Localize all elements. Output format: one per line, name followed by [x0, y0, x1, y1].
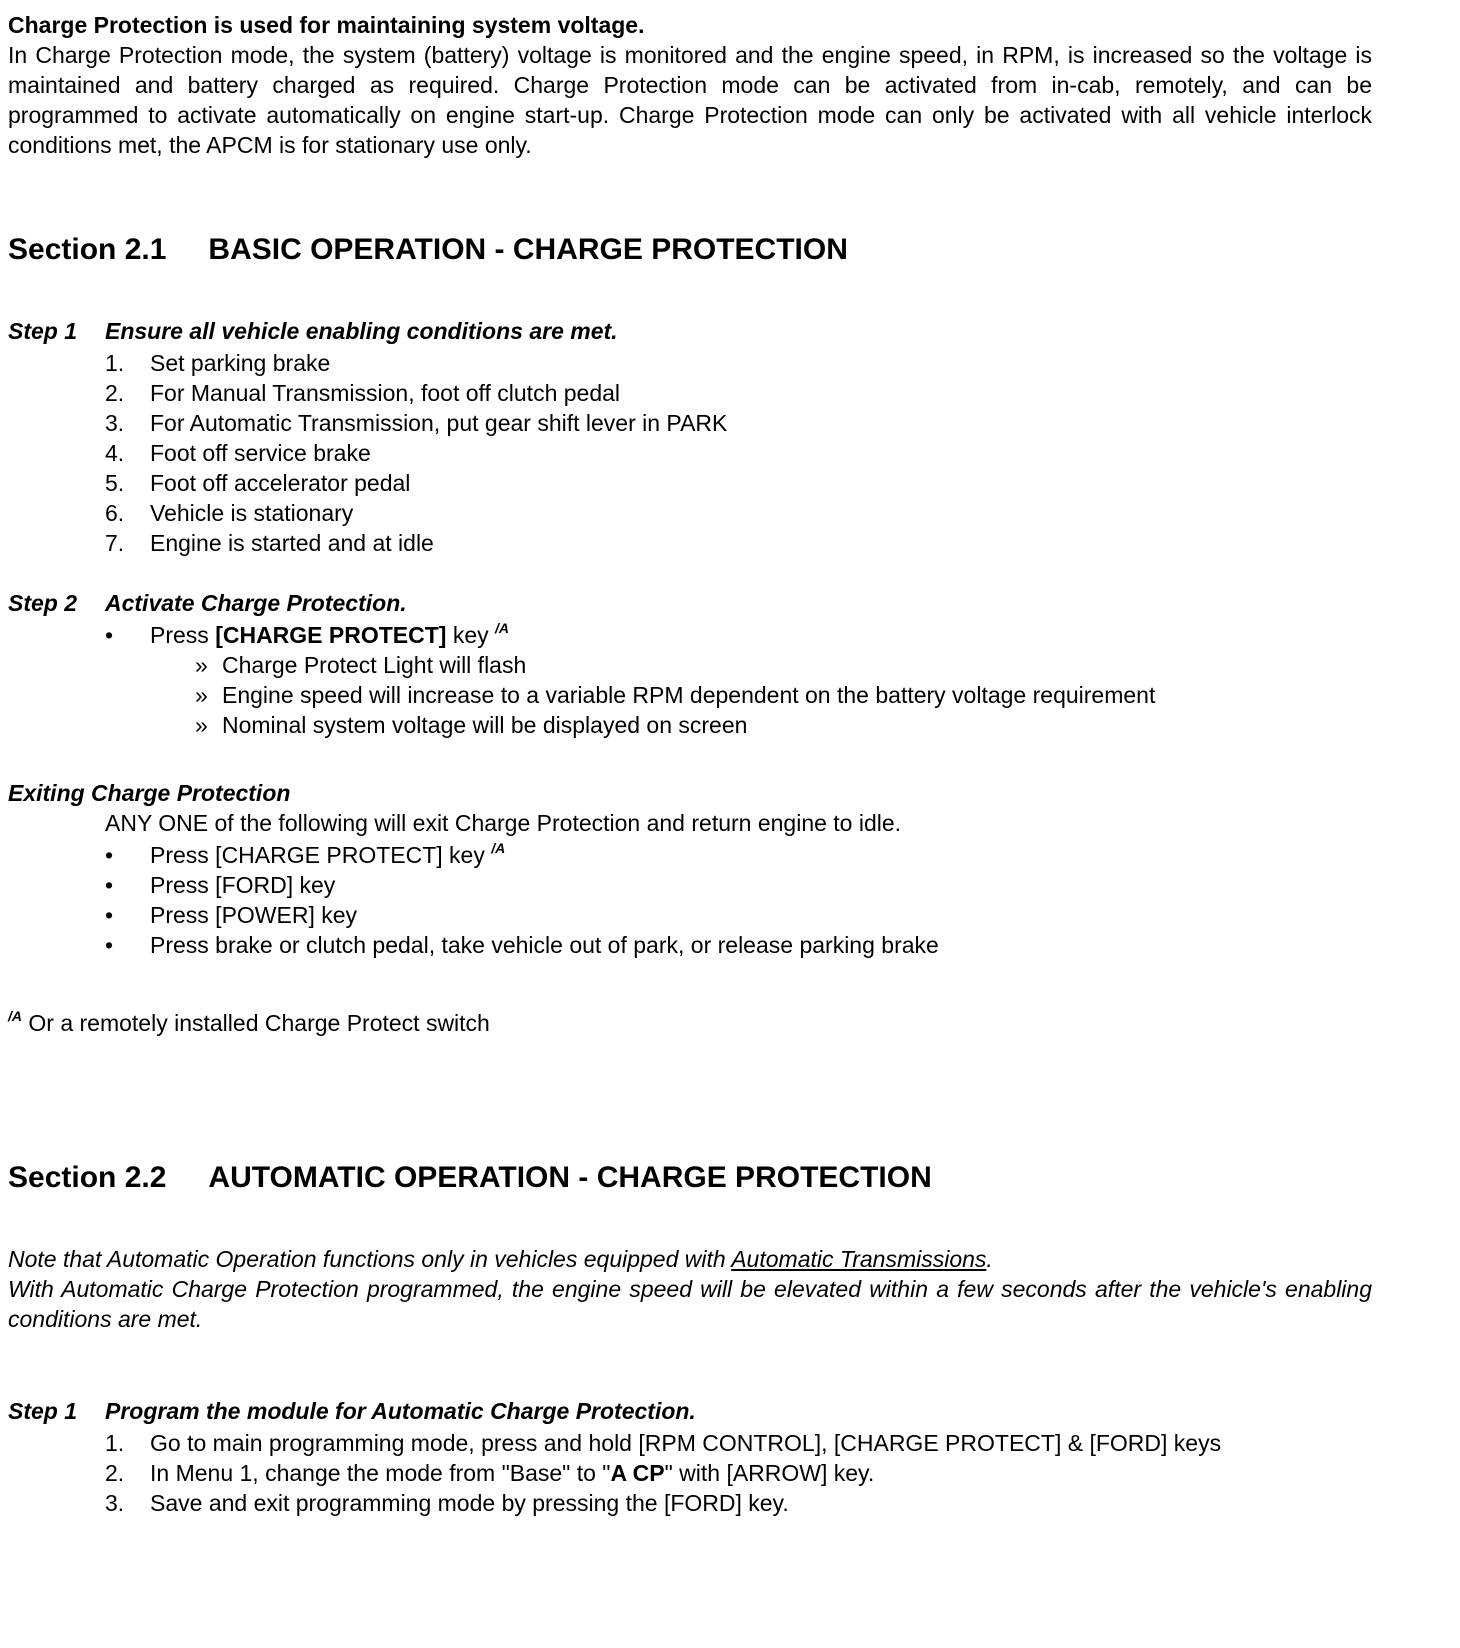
- list-item-text: Press [FORD] key: [150, 872, 336, 898]
- list-item: [105, 870, 1372, 900]
- sub-list-item-text: Charge Protect Light will flash: [222, 652, 527, 678]
- section-2-2-label: Section 2.2: [8, 1161, 167, 1194]
- step-1-heading: Ensure all vehicle enabling conditions are met.: [105, 318, 618, 344]
- bullet-text-post: key: [446, 622, 496, 648]
- note-line-1: [8, 1244, 1372, 1274]
- exiting-heading: Exiting Charge Protection: [8, 780, 291, 806]
- list-number: 2.: [105, 380, 125, 406]
- list-item: [105, 900, 1372, 930]
- intro-heading: Charge Protection is used for maintaining system voltage.: [8, 12, 645, 38]
- bullet-marker: •: [105, 842, 114, 868]
- list-number: 6.: [105, 500, 125, 526]
- list-item: [105, 348, 1372, 378]
- list-item: [105, 498, 1372, 528]
- list-item-text: Foot off service brake: [150, 440, 371, 466]
- a-cp-mode-label: A CP: [610, 1460, 665, 1486]
- section-2-1-label: Section 2.1: [8, 233, 167, 266]
- bullet-marker: •: [105, 872, 114, 898]
- list-item: [105, 408, 1372, 438]
- list-item: [105, 620, 1372, 650]
- note-text-pre: Note that Automatic Operation functions only in vehicles equipped with: [8, 1246, 732, 1272]
- list-item-text: Foot off accelerator pedal: [150, 470, 411, 496]
- step-1-heading-row: [8, 316, 1372, 346]
- item-text-pre: In Menu 1, change the mode from "Base" to ": [150, 1460, 611, 1486]
- sub-bullet-marker: »: [195, 712, 208, 738]
- step-2-heading: Activate Charge Protection.: [105, 590, 407, 616]
- section-2-2-title: [8, 1160, 1372, 1196]
- note-paragraph: [8, 1244, 1372, 1334]
- sub-list-item-text: Nominal system voltage will be displayed on screen: [222, 712, 748, 738]
- list-number: 2.: [105, 1460, 125, 1486]
- list-item-text: [150, 840, 1372, 870]
- note-underlined-text: Automatic Transmissions: [731, 1246, 987, 1272]
- charge-protect-key-label: [CHARGE PROTECT]: [215, 622, 447, 648]
- list-number: 7.: [105, 530, 125, 556]
- sub-bullet-marker: »: [195, 652, 208, 678]
- list-item: [105, 468, 1372, 498]
- footnote-marker: /A: [495, 620, 510, 637]
- list-item-text: For Manual Transmission, foot off clutch pedal: [150, 380, 621, 406]
- sub-list-item: [195, 650, 1372, 680]
- programming-steps-list: [8, 1428, 1372, 1518]
- step-1-auto-heading-row: [8, 1396, 1372, 1426]
- bullet-text: Press [CHARGE PROTECT] key: [150, 842, 492, 868]
- list-item-text: [150, 1458, 1372, 1488]
- step-1-label: Step 1: [8, 318, 78, 344]
- item-text-post: " with [ARROW] key.: [664, 1460, 875, 1486]
- footnote-marker: /A: [491, 840, 506, 857]
- exiting-list: [8, 840, 1372, 960]
- bullet-marker: •: [105, 902, 114, 928]
- list-item-text: Save and exit programming mode by pressing the [FORD] key.: [150, 1490, 789, 1516]
- note-line-2: With Automatic Charge Protection programmed, the engine speed will be elevated within a few seconds after the vehicle's enabling conditions are met.: [8, 1276, 1372, 1332]
- section-2-1-title-text: BASIC OPERATION - CHARGE PROTECTION: [208, 233, 848, 266]
- section-2-1-title: [8, 232, 1372, 268]
- sub-list-item: [195, 680, 1372, 710]
- list-item-text: [150, 620, 1372, 650]
- list-number: 3.: [105, 1490, 125, 1516]
- list-item-text: Engine is started and at idle: [150, 530, 434, 556]
- list-item: [105, 528, 1372, 558]
- sub-list-item-text: Engine speed will increase to a variable RPM dependent on the battery voltage requirement: [222, 682, 1156, 708]
- list-item: [105, 438, 1372, 468]
- list-item-text: Set parking brake: [150, 350, 331, 376]
- footnote-text: Or a remotely installed Charge Protect switch: [22, 1010, 490, 1036]
- list-item: [105, 1458, 1372, 1488]
- list-item: [105, 1428, 1372, 1458]
- bullet-marker: •: [105, 932, 114, 958]
- step-1-auto-heading: Program the module for Automatic Charge Protection.: [105, 1398, 696, 1424]
- step-2-heading-row: [8, 588, 1372, 618]
- activate-list: [8, 620, 1372, 740]
- bullet-marker: •: [105, 622, 114, 648]
- step-1-auto-label: Step 1: [8, 1398, 78, 1424]
- list-item: [105, 378, 1372, 408]
- list-item-text: For Automatic Transmission, put gear shift lever in PARK: [150, 410, 728, 436]
- sub-bullet-marker: »: [195, 682, 208, 708]
- note-text-post: .: [986, 1246, 993, 1272]
- intro-paragraph: In Charge Protection mode, the system (battery) voltage is monitored and the engine speed, in RPM, is increased so the voltage is maintained and battery charged as required. Charge Protection mode can be activated from in-cab, remotely, and can be programmed to activate automatically on engine start-up. Charge Protection mode can only be activated with all vehicle interlock conditions met, the APCM is for stationary use only.: [8, 42, 1372, 158]
- list-item: [105, 1488, 1372, 1518]
- footnote-marker: /A: [8, 1008, 22, 1025]
- exiting-intro: ANY ONE of the following will exit Charge Protection and return engine to idle.: [105, 810, 902, 836]
- enabling-conditions-list: [8, 348, 1372, 558]
- list-item-text: Press [POWER] key: [150, 902, 358, 928]
- step-2-label: Step 2: [8, 590, 78, 616]
- footnote: [8, 1008, 1372, 1038]
- list-number: 5.: [105, 470, 125, 496]
- sub-list-item: [195, 710, 1372, 740]
- list-item-text: Go to main programming mode, press and hold [RPM CONTROL], [CHARGE PROTECT] & [FORD] keys: [150, 1430, 1222, 1456]
- list-number: 1.: [105, 350, 125, 376]
- list-item-text: Press brake or clutch pedal, take vehicle out of park, or release parking brake: [150, 932, 939, 958]
- list-item: [105, 930, 1372, 960]
- bullet-text-pre: Press: [150, 622, 216, 648]
- list-item-text: Vehicle is stationary: [150, 500, 354, 526]
- section-2-2-title-text: AUTOMATIC OPERATION - CHARGE PROTECTION: [208, 1161, 932, 1194]
- list-number: 4.: [105, 440, 125, 466]
- list-item: [105, 840, 1372, 870]
- list-number: 3.: [105, 410, 125, 436]
- list-number: 1.: [105, 1430, 125, 1456]
